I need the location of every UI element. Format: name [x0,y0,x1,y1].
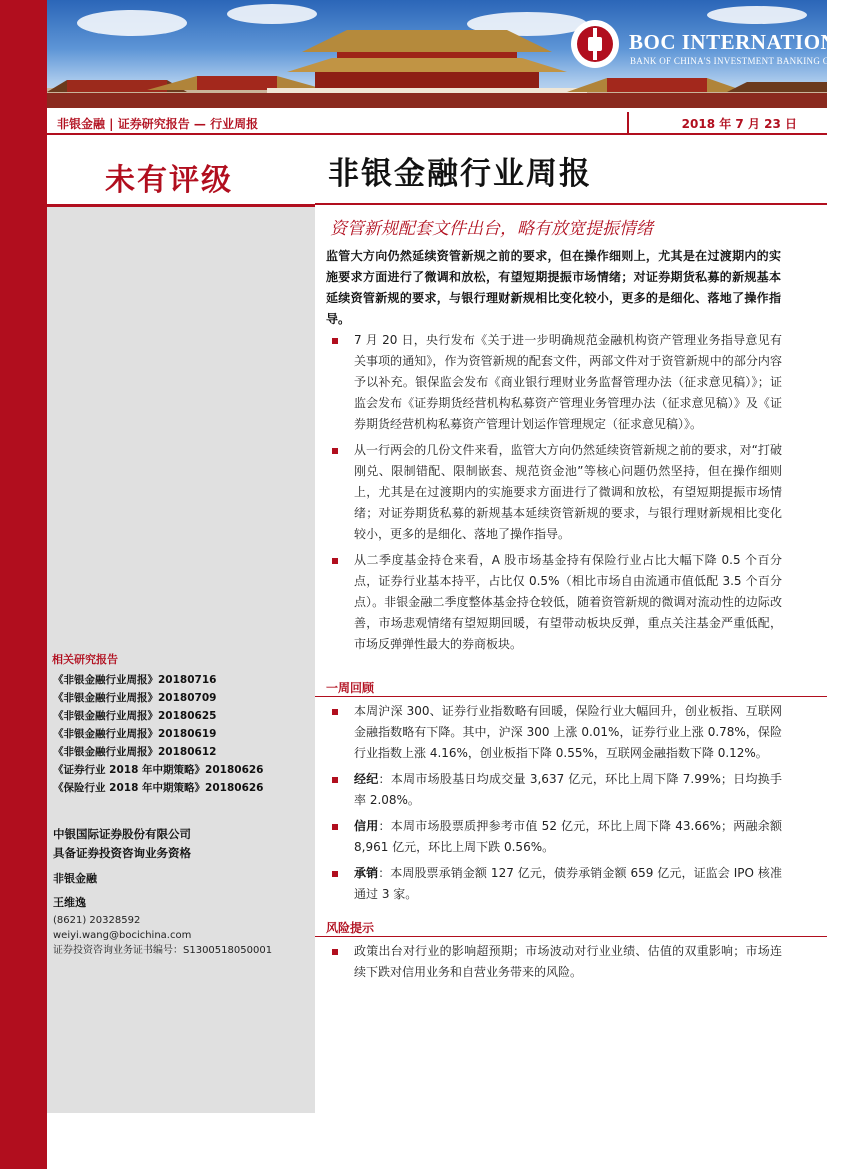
review-heading: 一周回顾 [326,681,375,695]
main-point: 7 月 20 日，央行发布《关于进一步明确规范金融机构资产管理业务指导意见有关事项的通知》，作为资管新规的配套文件，两部文件对于资管新规中的部分内容予以补充。银保监会发布《商业银行理财业务监督管理办法（征求意见稿）》；证监会发布《证券期货经营机构私募资产管理业务管理办法（征求意见稿）》及《证券期货经营机构私募资产管理计划运作管理规定（征求意见稿）》。 [330,330,782,435]
left-red-strip [0,0,47,1169]
risk-list [330,941,782,988]
header-banner [47,0,866,108]
review-item [330,863,782,905]
review-item [330,701,782,764]
left-sidebar [47,141,315,1113]
brand-name: BOC INTERNATIONAL [629,30,866,54]
related-reports-list [53,671,263,797]
review-item-label: 承销 [354,866,379,880]
analyst-license: 证券投资咨询业务证书编号：S1300518050001 [53,945,273,956]
analyst-name: 王维逸 [53,896,86,909]
brand-tagline: BANK OF CHINA'S INVESTMENT BANKING GROUP [630,56,855,66]
related-report-item[interactable]: 《非银金融行业周报》20180625 [53,710,217,722]
related-report-item[interactable]: 《证券行业 2018 年中期策略》20180626 [53,764,264,776]
report-title: 非银金融行业周报 [328,156,592,192]
related-report-item[interactable]: 《非银金融行业周报》20180709 [53,692,217,704]
review-item-text: ：本周股票承销金额 127 亿元，债券承销金额 659 亿元，证监会 IPO 核准通过 3 家。 [354,866,782,901]
rating-label: 未有评级 [105,163,233,198]
report-date: 2018 年 7 月 23 日 [681,117,797,131]
main-points-list [330,330,782,660]
report-subtitle: 资管新规配套文件出台，略有放宽提振情绪 [330,219,653,239]
review-item-label: 经纪 [354,772,379,786]
report-category: 非银金融 | 证券研究报告 — 行业周报 [57,117,259,131]
boc-logo-icon [577,26,613,62]
risk-item: 政策出台对行业的影响超预期；市场波动对行业业绩、估值的双重影响；市场连续下跌对信用业务和自营业务带来的风险。 [330,941,782,983]
main-point: 从二季度基金持仓来看，A 股市场基金持有保险行业占比大幅下降 0.5 个百分点，证券行业基本持平，占比仅 0.5%（相比市场自由流通市值低配 3.5 个百分点）。非银金融二季度整体基金持仓较低，随着资管新规的微调对流动性的边际改善，市场悲观情绪有望短期回暖，有望带动板块反弹，重点关注基金严重低配，市场反弹弹性最大的券商板块。 [330,550,782,655]
risk-heading: 风险提示 [326,921,375,935]
review-divider [315,696,827,697]
analyst-phone: (8621) 20328592 [53,915,141,926]
review-item-text: ：本周市场股基日均成交量 3,637 亿元，环比上周下降 7.99%；日均换手率 2.08%。 [354,772,782,807]
review-item-text: 本周沪深 300、证券行业指数略有回暖，保险行业大幅回升，创业板指、互联网金融指数略有下降。其中，沪深 300 上涨 0.01%，证券行业上涨 0.78%，保险行业指数上涨 4.16%，创业板指下降 0.55%，互联网金融指数下降 0.12%。 [354,704,782,760]
review-item-label: 信用 [354,819,379,833]
related-report-item[interactable]: 《非银金融行业周报》20180716 [53,674,217,686]
category-divider [627,112,629,135]
company-name: 中银国际证券股份有限公司 [53,827,191,841]
rating-box [47,141,315,207]
company-qualification: 具备证券投资咨询业务资格 [53,846,191,860]
boc-logo [571,20,619,68]
related-report-item[interactable]: 《非银金融行业周报》20180612 [53,746,217,758]
review-item [330,769,782,811]
report-summary: 监管大方向仍然延续资管新规之前的要求，但在操作细则上，尤其是在过渡期内的实施要求方面进行了微调和放松，有望短期提振市场情绪；对证券期货私募的新规基本延续资管新规的要求，与银行理财新规相比变化较小，更多的是细化、落地了操作指导。 [326,249,781,326]
department-name: 非银金融 [53,872,97,885]
title-divider [315,203,827,205]
main-point: 从一行两会的几份文件来看，监管大方向仍然延续资管新规之前的要求，对“打破刚兑、限制错配、限制嵌套、规范资金池”等核心问题仍然坚持，但在操作细则上，尤其是在过渡期内的实施要求方面进行了微调和放松，有望短期提振市场情绪；对证券期货私募的新规基本延续资管新规的要求，与银行理财新规相比变化较小，更多的是细化、落地了操作指导。 [330,440,782,545]
category-bar [47,112,827,135]
review-item-text: ：本周市场股票质押参考市值 52 亿元，环比上周下降 43.66%；两融余额 8,961 亿元，环比上周下跌 0.56%。 [354,819,782,854]
analyst-email[interactable]: weiyi.wang@bocichina.com [53,930,192,941]
risk-divider [315,936,827,937]
company-info [53,825,191,863]
review-item [330,816,782,858]
related-report-item[interactable]: 《保险行业 2018 年中期策略》20180626 [53,782,264,794]
related-report-item[interactable]: 《非银金融行业周报》20180619 [53,728,217,740]
review-list [330,701,782,910]
related-reports-heading: 相关研究报告 [52,653,118,666]
analyst-contact [53,913,272,958]
